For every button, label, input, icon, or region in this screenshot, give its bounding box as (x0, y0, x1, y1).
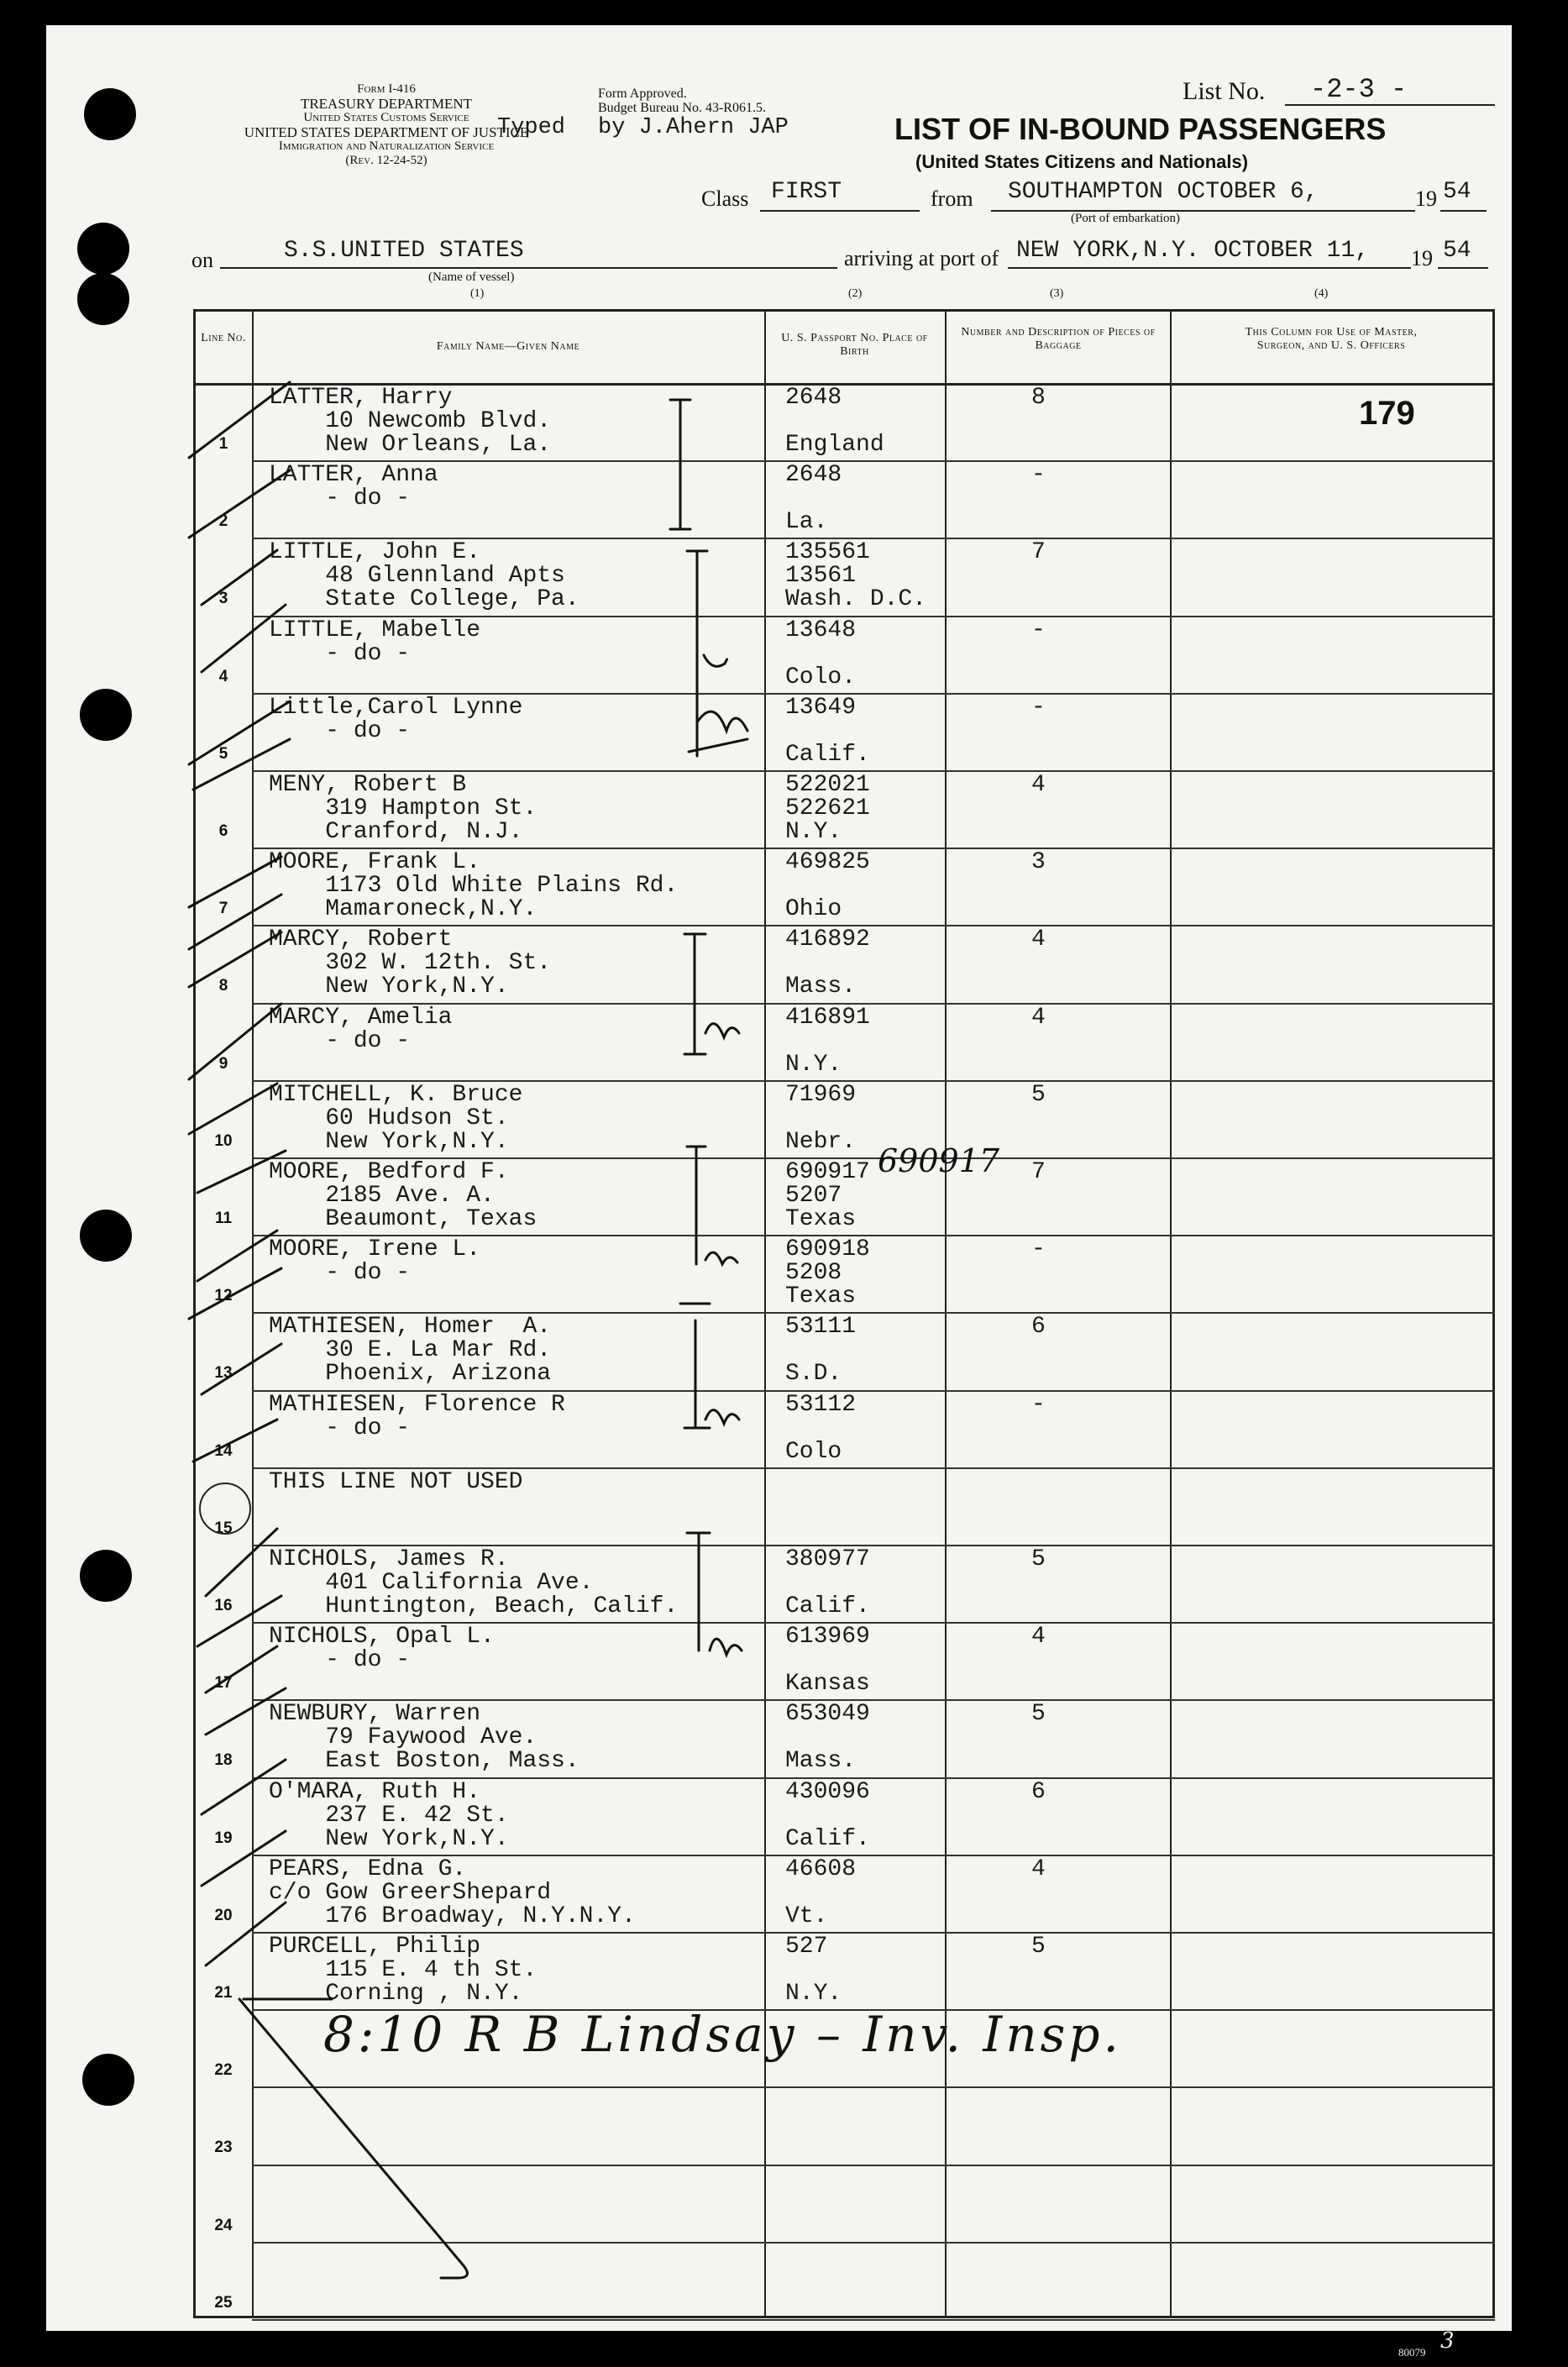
on-label: on (191, 248, 213, 272)
passport-number: 430096 (785, 1778, 870, 1805)
place-of-birth: Colo. (785, 664, 857, 690)
passenger-name: NEWBURY, Warren (269, 1701, 481, 1728)
customs-service: United States Customs Service (303, 111, 469, 124)
footer-code: 80079 (1398, 2346, 1426, 2359)
baggage-count: 4 (1031, 1855, 1046, 1882)
initials-mark (705, 1024, 739, 1037)
line-number: 1 (218, 435, 228, 453)
line-number: 13 (214, 1364, 233, 1383)
place-of-birth: N.Y. (785, 1051, 842, 1078)
officer-count: 179 (1359, 395, 1415, 432)
baggage-count: - (1031, 617, 1046, 643)
footer-page: 3 (1440, 2328, 1455, 2354)
place-of-birth: England (785, 432, 884, 458)
line-number: 3 (218, 590, 228, 608)
list-no-label: List No. (1183, 77, 1266, 105)
passenger-name: MATHIESEN, Florence R (269, 1391, 565, 1418)
col-header-line-no: Line No. (201, 332, 246, 344)
passenger-address: New Orleans, La. (269, 432, 552, 458)
line-number: 18 (214, 1751, 233, 1770)
port-embarkation-label: (Port of embarkation) (1071, 212, 1180, 225)
baggage-count: 5 (1031, 1934, 1046, 1960)
immigration-service: Immigration and Naturalization Service (278, 139, 495, 153)
passenger-address: 401 California Ave. (269, 1570, 594, 1596)
passport-number: 13648 (785, 617, 857, 643)
place-of-birth: La. (785, 509, 828, 536)
line-number: 10 (214, 1131, 233, 1150)
arriving-label: arriving at port of (844, 246, 999, 270)
from-label: from (931, 186, 973, 211)
baggage-count: 4 (1031, 1624, 1046, 1651)
baggage-count: - (1031, 1236, 1046, 1263)
col4-number: (4) (1314, 287, 1329, 300)
arriving-value: NEW YORK,N.Y. OCTOBER 11, (1016, 238, 1370, 264)
baggage-count: 6 (1031, 1314, 1046, 1341)
line-number: 8 (218, 977, 228, 995)
passenger-address: - do - (269, 485, 411, 512)
passport-number: 13561 (785, 563, 857, 590)
bracket-mark (687, 1147, 705, 1264)
bracket-mark (687, 551, 707, 756)
passenger-name: MOORE, Bedford F. (269, 1159, 509, 1185)
passenger-address: 176 Broadway, N.Y.N.Y. (269, 1903, 636, 1929)
col-header-officers: This Column for Use of Master, Surgeon, and U. S. Officers (1245, 326, 1418, 352)
passport-number: 522021 (785, 772, 870, 798)
line-number: 12 (214, 1287, 233, 1305)
budget-bureau: Budget Bureau No. 43-R061.5. (598, 101, 766, 115)
passenger-name: MENY, Robert B (269, 772, 467, 798)
passenger-address: 48 Glennland Apts (269, 563, 565, 590)
passport-number: 13649 (785, 694, 857, 721)
passenger-address: - do - (269, 1260, 411, 1287)
place-of-birth: Calif. (785, 741, 870, 768)
line-number: 21 (214, 1984, 233, 2002)
passport-number: 469825 (785, 849, 870, 876)
passenger-name: MOORE, Frank L. (269, 849, 481, 876)
passport-number: 613969 (785, 1624, 870, 1651)
passport-number: 71969 (785, 1081, 857, 1108)
baggage-count: 5 (1031, 1546, 1046, 1572)
baggage-count: 7 (1031, 539, 1046, 566)
passenger-name: PEARS, Edna G. (269, 1855, 467, 1882)
passenger-name: LITTLE, Mabelle (269, 617, 481, 643)
typed-by: by J.Ahern JAP (598, 115, 789, 140)
passenger-address: 79 Faywood Ave. (269, 1724, 538, 1751)
place-of-birth: N.Y. (785, 1981, 842, 2007)
line-number: 24 (214, 2216, 233, 2234)
passenger-name: NICHOLS, Opal L. (269, 1624, 495, 1651)
from-year-prefix: 19 (1415, 186, 1437, 211)
col-header-name: Family Name—Given Name (436, 340, 580, 353)
line-number: 15 (214, 1519, 233, 1537)
vessel-label: (Name of vessel) (428, 270, 515, 284)
place-of-birth: Nebr. (785, 1128, 857, 1155)
place-of-birth: Kansas (785, 1671, 870, 1698)
baggage-count: 5 (1031, 1701, 1046, 1728)
passenger-address: Phoenix, Arizona (269, 1361, 552, 1388)
passenger-address: - do - (269, 1414, 411, 1441)
col-header-passport: U. S. Passport No. Place of Birth (781, 332, 928, 358)
place-of-birth: Wash. D.C. (785, 586, 927, 613)
initials-mark (705, 1252, 737, 1264)
line-number: 22 (214, 2061, 233, 2080)
passenger-address: Huntington, Beach, Calif. (269, 1593, 679, 1619)
col2-number: (2) (848, 287, 863, 300)
form-revision: (Rev. 12-24-52) (345, 154, 427, 167)
baggage-count: 7 (1031, 1159, 1046, 1185)
passenger-address: Corning , N.Y. (269, 1981, 523, 2007)
list-no-value: -2-3 - (1310, 74, 1408, 105)
initials-mark (705, 1410, 739, 1424)
baggage-count: 8 (1031, 385, 1046, 411)
passenger-address: 2185 Ave. A. (269, 1183, 495, 1209)
place-of-birth: Calif. (785, 1593, 870, 1619)
place-of-birth: Colo (785, 1438, 842, 1465)
place-of-birth: Texas (785, 1283, 857, 1310)
passenger-name: O'MARA, Ruth H. (269, 1778, 481, 1805)
bracket-mark (670, 400, 690, 529)
line-number: 25 (214, 2293, 233, 2312)
baggage-count: 5 (1031, 1081, 1046, 1108)
line-number: 19 (214, 1829, 233, 1847)
passport-number: 690918 (785, 1236, 870, 1263)
passenger-address: c/o Gow GreerShepard (269, 1879, 552, 1906)
line-number: 9 (218, 1054, 228, 1073)
baggage-count: 4 (1031, 1004, 1046, 1031)
department-justice: UNITED STATES DEPARTMENT OF JUSTICE (244, 124, 529, 140)
handwritten-passport-no: 690917 (878, 1142, 1000, 1179)
passenger-address: 302 W. 12th. St. (269, 950, 552, 977)
passenger-address: 319 Hampton St. (269, 795, 538, 821)
document-title: LIST OF IN-BOUND PASSENGERS (894, 112, 1387, 146)
line-number: 16 (214, 1597, 233, 1614)
passenger-name: PURCELL, Philip (269, 1934, 481, 1960)
passenger-address: 1173 Old White Plains Rd. (269, 873, 679, 900)
col3-number: (3) (1050, 287, 1064, 300)
bracket-mark (687, 1533, 710, 1651)
baggage-count: - (1031, 1391, 1046, 1418)
passenger-name: LATTER, Anna (269, 462, 438, 489)
place-of-birth: Ohio (785, 896, 842, 923)
passenger-address: - do - (269, 717, 411, 744)
baggage-count: 4 (1031, 772, 1046, 798)
passenger-address: 30 E. La Mar Rd. (269, 1337, 552, 1364)
passenger-address: East Boston, Mass. (269, 1748, 579, 1775)
passport-number: 653049 (785, 1701, 870, 1728)
class-value: FIRST (771, 179, 842, 205)
passport-number: 522621 (785, 795, 870, 821)
passport-number: 135561 (785, 539, 870, 566)
place-of-birth: S.D. (785, 1361, 842, 1388)
inspector-signature: 8:10 R B Lindsay – Inv. Insp. (323, 2006, 1122, 2063)
passenger-name: Little,Carol Lynne (269, 694, 523, 721)
passenger-address: New York,N.Y. (269, 1825, 509, 1852)
vessel-value: S.S.UNITED STATES (284, 238, 524, 264)
line-number: 6 (218, 822, 228, 840)
passport-number: 2648 (785, 385, 842, 411)
place-of-birth: N.Y. (785, 819, 842, 845)
passenger-address: Mamaroneck,N.Y. (269, 896, 538, 923)
passport-number: 527 (785, 1934, 828, 1960)
typed-label: Typed (497, 115, 566, 140)
initials-mark (704, 655, 727, 666)
document-subtitle: (United States Citizens and Nationals) (915, 151, 1249, 172)
passenger-address: - do - (269, 640, 411, 667)
place-of-birth: Mass. (785, 1748, 857, 1775)
line-number: 4 (218, 667, 228, 685)
passenger-address: 237 E. 42 St. (269, 1802, 509, 1829)
passenger-name: THIS LINE NOT USED (269, 1468, 523, 1495)
passenger-address: 10 Newcomb Blvd. (269, 408, 552, 434)
col-header-baggage: Number and Description of Pieces of Baggage (961, 326, 1156, 352)
passenger-address: New York,N.Y. (269, 1128, 509, 1155)
passport-number: 380977 (785, 1546, 870, 1572)
bracket-mark (684, 934, 705, 1054)
passenger-address: - do - (269, 1647, 411, 1674)
passenger-address: New York,N.Y. (269, 974, 509, 1000)
bracket-mark (680, 1304, 710, 1428)
initials-mark (710, 1639, 742, 1655)
class-label: Class (701, 186, 749, 211)
place-of-birth: Texas (785, 1206, 857, 1232)
passport-number: 53111 (785, 1314, 857, 1341)
passenger-name: MATHIESEN, Homer A. (269, 1314, 552, 1341)
passport-number: 5207 (785, 1183, 842, 1209)
baggage-count: 6 (1031, 1778, 1046, 1805)
passport-number: 416891 (785, 1004, 870, 1031)
arrive-year-prefix: 19 (1411, 246, 1433, 270)
place-of-birth: Vt. (785, 1903, 828, 1929)
passenger-name: MARCY, Amelia (269, 1004, 453, 1031)
baggage-count: 3 (1031, 849, 1046, 876)
passenger-name: LITTLE, John E. (269, 539, 481, 566)
passenger-address: - do - (269, 1027, 411, 1054)
passport-number: 690917 (785, 1159, 870, 1185)
from-year: 54 (1443, 179, 1471, 205)
arrive-year: 54 (1443, 238, 1471, 264)
passenger-name: NICHOLS, James R. (269, 1546, 509, 1572)
passenger-address: 60 Hudson St. (269, 1105, 509, 1131)
passenger-name: MOORE, Irene L. (269, 1236, 481, 1263)
from-value: SOUTHAMPTON OCTOBER 6, (1008, 179, 1319, 205)
passport-number: 2648 (785, 462, 842, 489)
department-treasury: TREASURY DEPARTMENT (300, 96, 473, 112)
passport-number: 5208 (785, 1260, 842, 1287)
line-number: 2 (218, 512, 228, 531)
line-number: 14 (214, 1441, 233, 1460)
line-number: 20 (214, 1906, 233, 1924)
form-approved: Form Approved. (598, 87, 687, 101)
passport-number: 46608 (785, 1855, 857, 1882)
place-of-birth: Calif. (785, 1825, 870, 1852)
line-number: 11 (214, 1210, 233, 1227)
passenger-name: LATTER, Harry (269, 385, 453, 411)
form-number: Form I-416 (357, 82, 416, 96)
place-of-birth: Mass. (785, 974, 857, 1000)
passenger-name: MITCHELL, K. Bruce (269, 1081, 523, 1108)
baggage-count: - (1031, 462, 1046, 489)
col1-number: (1) (470, 287, 485, 300)
passport-number: 416892 (785, 926, 870, 953)
passenger-address: Beaumont, Texas (269, 1206, 538, 1232)
baggage-count: - (1031, 694, 1046, 721)
baggage-count: 4 (1031, 926, 1046, 953)
passenger-address: 115 E. 4 th St. (269, 1957, 538, 1983)
line-number: 17 (214, 1674, 233, 1693)
line-number: 7 (218, 900, 228, 918)
passenger-address: Cranford, N.J. (269, 819, 523, 845)
passport-number: 53112 (785, 1391, 857, 1418)
line-number: 23 (214, 2139, 233, 2157)
passenger-address: State College, Pa. (269, 586, 579, 613)
line-number: 5 (218, 744, 228, 763)
passenger-name: MARCY, Robert (269, 926, 453, 953)
